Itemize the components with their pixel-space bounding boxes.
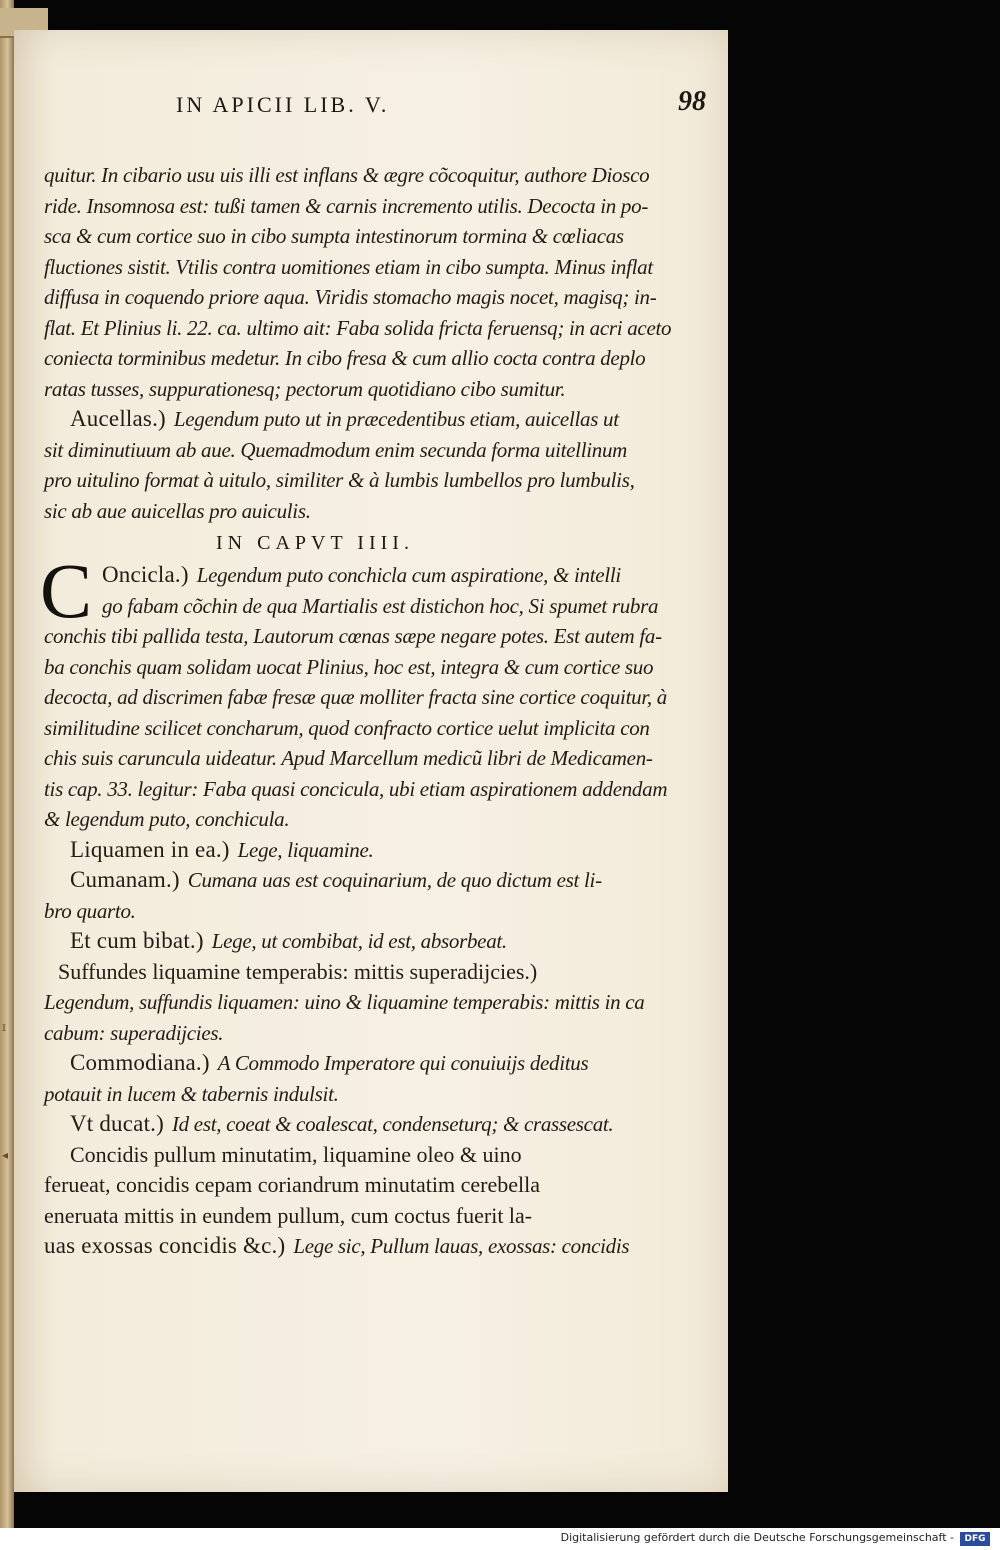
lemma-line-aucellas	[44, 404, 704, 435]
recipe-line-with-comment	[44, 1231, 704, 1262]
lemma-line-cumanam	[44, 865, 704, 896]
lemma-commodiana: Commodiana.)	[70, 1050, 210, 1075]
book-spine-edge	[0, 0, 14, 1528]
recipe-line: ferueat, concidis cepam coriandrum minutatim cerebella	[44, 1172, 540, 1197]
text-line: conchis tibi pallida testa, Lautorum cœnas sæpe negare potes. Est autem fa-	[44, 624, 662, 648]
text-line: quitur. In cibario usu uis illi est inflans & ægre cõcoquitur, authore Diosco	[44, 163, 650, 187]
text-line: sic ab aue auicellas pro auiculis.	[44, 498, 311, 523]
recipe-lemma: uas exossas concidis &c.)	[44, 1233, 286, 1258]
chapter-opening	[40, 547, 704, 835]
text-line: & legendum puto, conchicula.	[44, 807, 290, 831]
lemma-suffundes: Suffundes liquamine temperabis: mittis superadijcies.)	[58, 958, 538, 984]
text-line: bro quarto.	[44, 898, 136, 923]
lemma-vtducat: Vt ducat.)	[70, 1111, 164, 1136]
text-line: tis cap. 33. legitur: Faba quasi conciculа, ubi etiam aspirationem addendam	[44, 776, 668, 801]
commentary-text: Lege sic, Pullum lauas, exossas: concidis	[293, 1234, 630, 1258]
lemma-aucellas: Aucellas.)	[70, 406, 166, 431]
text-line: similitudine scilicet concharum, quod confracto cortice uelut implicita con	[44, 715, 650, 740]
lemma-etcum: Et cum bibat.)	[70, 928, 204, 953]
text-line: chis suis caruncula uideatur. Apud Marcellum medicũ libri de Medicamen-	[44, 746, 653, 770]
lemma-line-etcum	[44, 926, 704, 957]
text-line: ratas tusses, suppurationesq; pectorum quotidiano cibo sumitur.	[44, 376, 566, 401]
margin-mark: ◂	[2, 1148, 9, 1162]
folio-number: 98	[678, 86, 706, 117]
chapter-heading: IN CAPVT IIII.	[216, 532, 414, 554]
page-text	[40, 160, 704, 1262]
lemma-line-vtducat	[44, 1109, 704, 1140]
text-line: coniecta torminibus medetur. In cibo fresa & cum allio cocta contra deplo	[44, 346, 646, 370]
margin-mark: ɪ	[2, 1020, 6, 1034]
running-title: IN APICII LIB. V.	[176, 92, 390, 117]
text-line: potauit in lucem & tabernis indulsit.	[44, 1081, 339, 1106]
recipe-line: Concidis pullum minutatim, liquamine oleo & uino	[70, 1141, 522, 1167]
text-line: go fabam cõchin de qua Martialis est distichon hoc, Si spumet rubra	[102, 593, 659, 618]
commentary-text: Lege, ut combibat, id est, absorbeat.	[211, 929, 507, 953]
dfg-logo: DFG	[960, 1532, 990, 1546]
drop-capital: C	[40, 547, 93, 634]
commentary-text: Legendum puto conchicla cum aspiratione, & intelli	[196, 563, 621, 587]
lemma-line-liquamen	[44, 835, 704, 866]
text-line: sca & cum cortice suo in cibo sumpta intestinorum tormina & cœliacas	[44, 224, 624, 248]
text-line: pro uitulino format à uitulo, similiter & à lumbis lumbellos pro lumbulis,	[44, 468, 635, 492]
lemma-concicla: Oncicla.)	[102, 562, 189, 587]
commentary-text: A Commodo Imperatore qui conuiuijs deditus	[217, 1051, 589, 1075]
digitization-credit: Digitalisierung gefördert durch die Deutsche Forschungsgemeinschaft -	[560, 1531, 954, 1544]
lemma-line-concicla	[44, 560, 704, 591]
commentary-text: Id est, coeat & coalescat, condenseturq; & crassescat.	[171, 1112, 614, 1136]
text-line: Legendum, suffundis liquamen: uino & liquamine temperabis: mittis in ca	[44, 990, 645, 1014]
text-line: cabum: superadijcies.	[44, 1020, 224, 1045]
running-header	[176, 86, 706, 118]
text-line: decocta, ad discrimen fabæ fresæ quæ molliter fracta sine cortice coquitur, à	[44, 685, 667, 709]
commentary-text: Cumana uas est coquinarium, de quo dictum est li-	[187, 868, 602, 892]
lemma-line-commodiana	[44, 1048, 704, 1079]
text-line: ride. Insomnosa est: tußi tamen & carnis incremento utilis. Decocta in po-	[44, 193, 649, 218]
text-line: fluctiones sistit. Vtilis contra uomitiones etiam in cibo sumpta. Minus inflat	[44, 254, 653, 279]
commentary-text: Lege, liquamine.	[237, 837, 374, 862]
text-line: diffusa in coquendo priore aqua. Viridis stomacho magis nocet, magisq; in-	[44, 285, 657, 309]
text-line: flat. Et Plinius li. 22. ca. ultimo ait: Faba solida fricta feruensq; in acri aceto	[44, 315, 672, 340]
commentary-text: Legendum puto ut in præcedentibus etiam, auicellas ut	[173, 407, 619, 431]
lemma-liquamen: Liquamen in ea.)	[70, 836, 230, 862]
text-line: ba conchis quam solidam uocat Plinius, hoc est, integra & cum cortice suo	[44, 654, 654, 679]
recipe-line: eneruata mittis in eundem pullum, cum coctus fuerit la-	[44, 1202, 533, 1228]
text-line: sit diminutiuum ab aue. Quemadmodum enim secunda forma uitellinum	[44, 437, 628, 462]
lemma-cumanam: Cumanam.)	[70, 867, 180, 892]
